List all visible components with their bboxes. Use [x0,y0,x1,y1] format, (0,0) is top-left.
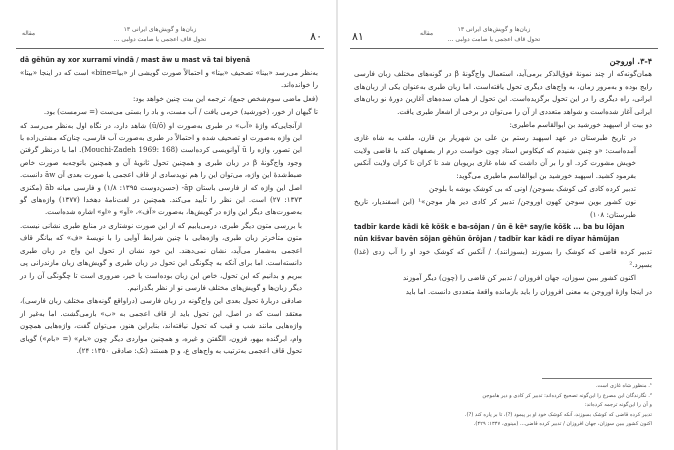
article-label: مقاله [22,30,36,37]
running-book-title: زبان‌ها و گویش‌های ایرانی ۱۳ [123,26,197,33]
section-heading: ۳-۴. اوروجن [609,56,652,66]
paragraph: در اینجا واژۀ اوروجن به معنی افروزان را باید بازمانده واقعۀ متعددی دانست. اما باید [405,286,652,296]
paragraph: صادقی دربارۀ تحول بعدی این واج‌گونه در زبان فارسی (دراواقع گونه‌های مختلف زبان فارسی)، معتقد است که در اصل، این تحول باید از قاف اعجمی به «ب» بازمی‌گشت. اما به‌غیر از واژه‌هایی مانند شب و قیب که تحول نیافته‌اند، بنابراین هنوز، می‌توان گفت، واژه‌هایی همچون وام، ابرگنده بیهو، فزون، الگفتن و غیره، و همچنین مواردی دیگر چون «بام» (= «بام») گویای تحول قاف اعجمی به‌ترتیب به واج‌های ع، و p هستند (نک: صادقی ۱۳۵۰: ۲۴). [20,296,302,355]
footnotes [354,382,652,430]
left-page [10,0,330,450]
page-gutter [336,0,338,450]
paragraph: دو بیت از اسپهبد خورشید بن ابوالقاسم ماطیری: [509,120,652,130]
transliteration-line: nūn kišvar bavēn sōjan gēhūn ōrōjan / tadbīr kar kādi re dīyar hāmūjan [354,235,620,244]
paragraph: به‌نظر می‌رسد «بینا» تصحیف «بیتا» و احتمالاً صورت گویشی از «بیا=bine» است که در اینجا «بیتا» را خوانده‌اند. [20,68,318,90]
verse-translation: اکنون کشور ببین سوزان، جهان افروزان / تدبیر کن قاضی را (چون) دیگر آموزند [402,273,636,283]
left-page-body [20,55,318,358]
footnote: تدبیر کرده قاضی که کوشک بسوزند، آنکه کوشک خود او بر پیمود (?)، تا بر پاره کند (?). [464,411,652,418]
verse-line: نون کشور بوین سوجن کهون اوروجن/ تدبیر کر کادی دیر هار موجن»¹ (ابن اسفندیار، تاریخ طبرستان: ۱۰۸) [354,197,636,219]
paragraph: در تاریخ طبرستان در عهد اسپهبد رستم بن علی بن شهریار بن قارن، ملقب به شاه غازی آمده‌است: «و چنین شنیدم که کیکاوس استاد چون خواست درم از بصفهان کند با قاضی ولایت خویش مشورت کرد. او را بر آن داشت که شاه غازی بریوبان شد تا کران تا کران ولایت آنکس بفرمود کشید. اسپهبد خورشید بن ابوالقاسم ماطیری می‌گوید: [354,133,636,180]
right-page [344,0,664,450]
paragraph: همان‌گونه‌که از چند نمونۀ فوق‌الذکر برمی‌آید، استعمال واج‌گونۀ β در گونه‌های مختلف زبان فارسی رایج بوده و به‌مرور زمان، به واج‌های دیگری تحول یافته‌است. اما زبان طبری به‌عنوان یکی از زبان‌های ایرانی، راه دیگری را در این تحول برگزیده‌است. این تحول از همان سده‌های آغازین دورۀ نو زبان‌های ایرانی آغاز شده‌است و شواهد متعددی از آن را می‌توان در برخی از اشعار طبری یافت. [354,69,652,116]
footnote: ². نگارندگان این مصرع را این‌گونه تصحیح کرده‌اند: تدبیر کر کادی و دیر هاموجن [482,392,652,399]
right-page-body [354,55,652,299]
paragraph: (فعل ماضی سوم‌شخص جمع)، ترجمه این بیت چنین خواهد بود: [132,93,318,103]
page-number: ۸۰ [310,30,322,43]
footnote: اکنون کشور ببین سوزان، جهان افروزان / تدبیر کرده قاضی... (مینوی، ۱۳۴۷: ۴۲۹). [473,421,652,428]
transliteration-line: dā gēhūn ay xor xurramī vindā / mast āw u mast vā tai biyenā [20,56,251,64]
paragraph: با بررسی متون دیگر طبری، درمی‌یابیم که از این صورت نوشتاری در منابع طبری نشانی نیست. متون متأخرتر زبان طبری، واژه‌هایی با چنین شرایط آوایی را با نویسهٔ «ف» که بیانگر قاف اعجمی به‌شمار می‌آید، نشان نمی‌دهند. این خود نشان از تحول این واج در زبان طبری دانسته‌است. اما برای آنکه به چگونگی این تحول در زبان طبری و گویش‌های زبان مازندرانی پی ببریم و بدانیم که این تحول، خاص این زبان بوده‌است یا خیر، ضروری است تا چگونگی آن را در دیگر زبان‌ها و گویش‌های مختلف فارسی نو از نظر بگذرانیم. [20,220,302,292]
header-rule [16,48,324,49]
footnote-rule [542,378,652,379]
transliteration-line: tadbīr karde kādi kē kōšk e ba-sōjan / ūn ē kē* say/ie kōšk ... ba bu lōjan [354,223,625,232]
verse-translation: تا گیهان از خور، (خورشید) خرمی یافت / آب مست، و باد را بستی می‌ست (= سرمست) بود. [43,107,318,117]
page-number: ۸۱ [352,30,364,43]
verse-translation: تدبیر کرده قاضی که کوشک را بسوزند (بسوزانند). / آنکس که کوشک خود او را آب زدی (غذا)‌ بسپرد.² [354,247,652,269]
left-page-header [16,26,324,48]
footnote: ¹. منظور شاه غازی است. [595,383,652,389]
running-chapter-title: تحول قاف اعجمی یا صامت دولبی ... [447,36,541,43]
running-book-title: زبان‌ها و گویش‌های ایرانی ۱۳ [457,26,531,33]
footnote: و آن را این‌گونه ترجمه کرده‌اند: [584,402,652,409]
right-page-header [350,26,658,48]
header-rule [350,48,658,49]
running-chapter-title: تحول قاف اعجمی یا صامت دولبی ... [113,36,207,43]
verse-line: تدبیر کرده کادی کی کوشک بسوجن/ اونی که بی کوشک بوشه با بلوجن [429,184,636,194]
paragraph: ازآنجایی‌که واژۀ «آب» در طبری به‌صورت او (ū/ō) شاهد دارد، در نگاه اول به‌نظر می‌رسد که این واژه به‌صورت او تصحیف شده و احتمالاً در طبری به‌صورت آب فارسی، چنان‌که مشتی‌زاده با این تصور، واژه را ū آوانویسی کرده‌است (Mouchi-Zadeh 1969: 168). اما با درنظر گرفتن وجود واج‌گونۀ β در زبان طبری و همچنین تحول ثانویۀ آن و همچنین باتوجه‌به صورت خاص ضبط‌شدۀ این واژه، می‌توان این را هم نوید‌سادی از قاف اعجمی یا صورت بعدی آن āw دانست. اصل این واژه که از فارسی باستان āp- (حسن‌دوست ۱۳۹۵: ۱/۸) و فارسی میانه āb (مکنزی ۱۳۷۳: ۲۷) است. این نظر را تأیید می‌کند. همچنین در لغت‌نامۀ دهخدا (۱۳۷۷) واژه‌های گو به‌صورت‌های دیگر این واژه در گویش‌ها، به‌صورت «آف»، «آو» و «او» اشاره شده‌است. [20,120,303,217]
article-label: مقاله [420,30,434,37]
